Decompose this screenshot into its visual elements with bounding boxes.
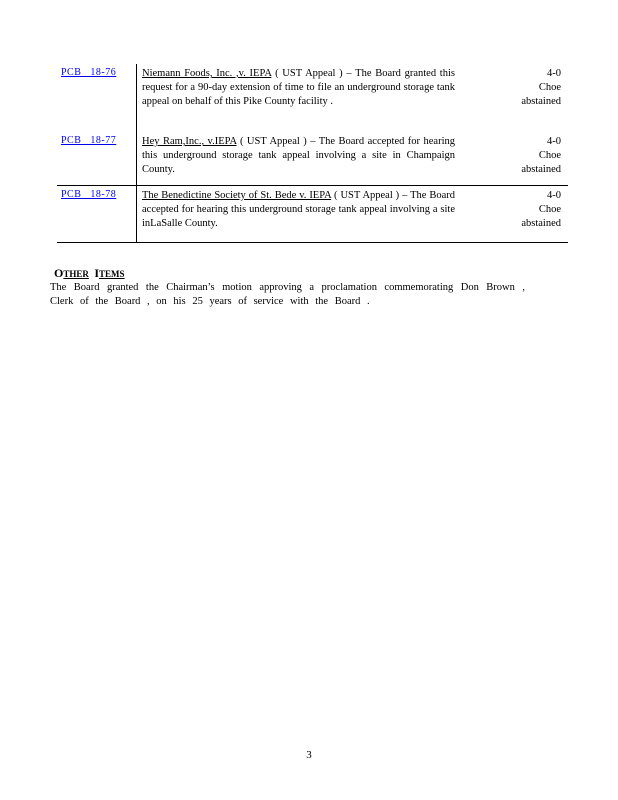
other-items-heading — [54, 266, 125, 281]
heading-smallcaps: TEMS — [99, 269, 125, 279]
vote-count: 4-0 — [547, 68, 561, 79]
case-name: Niemann Foods, Inc. ,v. IEPA — [142, 68, 272, 79]
case-description — [137, 64, 455, 132]
heading-smallcaps: THER — [63, 269, 89, 279]
heading-initial: O — [54, 266, 64, 280]
case-description — [137, 186, 455, 242]
vote-note-name: Choe — [538, 82, 561, 93]
case-number-cell — [57, 186, 137, 242]
vote-note-status: abstained — [521, 218, 561, 229]
case-summary: ( UST Appeal ) – The Board accepted for hearing this underground storage tank appeal involving a site in Champaign County. — [142, 136, 455, 175]
vote-count: 4-0 — [547, 190, 561, 201]
vote-note-status: abstained — [521, 164, 561, 175]
case-description — [137, 132, 455, 185]
case-row — [57, 132, 568, 185]
case-row — [57, 64, 568, 132]
vote-note-name: Choe — [538, 150, 561, 161]
case-number-cell — [57, 132, 137, 185]
vote-cell — [455, 64, 568, 132]
case-number-cell — [57, 64, 137, 132]
case-name: Hey Ram,Inc., v.IEPA — [142, 136, 237, 147]
vote-count: 4-0 — [547, 136, 561, 147]
other-items-paragraph: The Board granted the Chairman’s motion approving a proclamation commemorating Don Brown , Clerk of the Board , on his 25 years of service with the Board . — [50, 282, 525, 307]
vote-note-status: abstained — [521, 96, 561, 107]
vote-cell — [455, 132, 568, 185]
case-summary: ( UST Appeal ) – The Board granted this request for a 90-day extension of time to file an underground storage tank appeal on behalf of this Pike County facility . — [142, 68, 455, 107]
case-number-link[interactable]: PCB 18-78 — [61, 189, 117, 200]
case-table — [57, 64, 568, 243]
case-name: The Benedictine Society of St. Bede v. IEPA — [142, 190, 332, 201]
case-summary: ( UST Appeal ) – The Board accepted for hearing this underground storage tank appeal involving a site inLaSalle County. — [142, 190, 455, 229]
page-number: 3 — [306, 749, 312, 761]
case-number-link[interactable]: PCB 18-76 — [61, 67, 117, 78]
case-row — [57, 185, 568, 242]
vote-note-name: Choe — [538, 204, 561, 215]
case-number-link[interactable]: PCB 18-77 — [61, 135, 117, 146]
vote-cell — [455, 186, 568, 242]
heading-initial: I — [94, 266, 100, 280]
